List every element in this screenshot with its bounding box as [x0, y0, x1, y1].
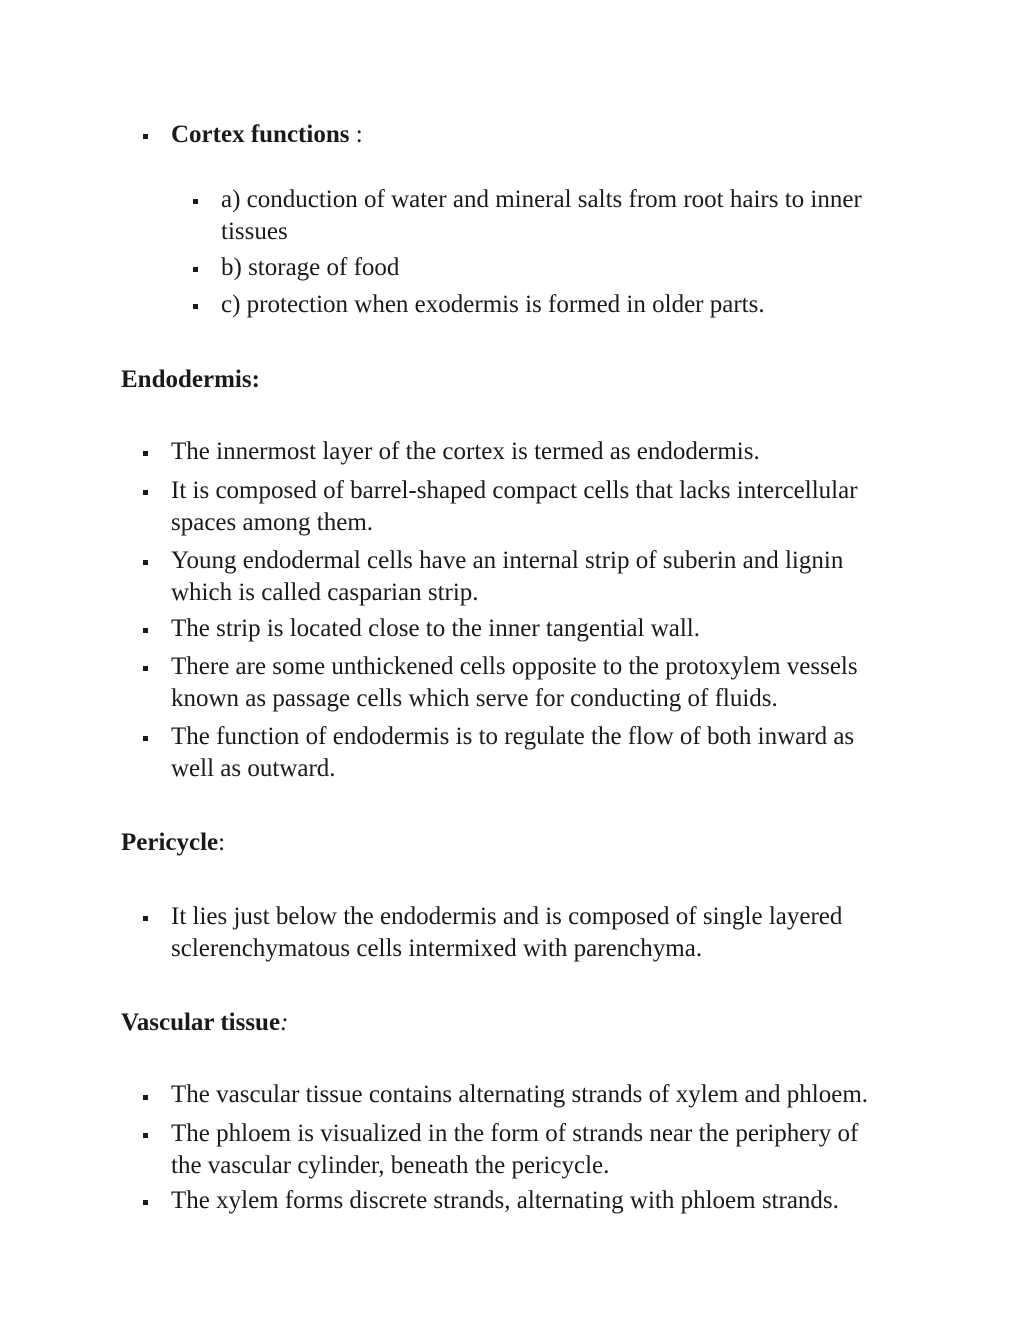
- list-item-line: spaces among them.: [171, 509, 374, 536]
- list-item: [171, 545, 843, 609]
- bullet-marker: [143, 916, 148, 921]
- bullet-marker: [143, 490, 148, 495]
- list-item-line: The vascular tissue contains alternating strands of xylem and phloem.: [171, 1081, 869, 1108]
- list-item-line: The strip is located close to the inner tangential wall.: [171, 615, 701, 642]
- list-item-line: b) storage of food: [221, 254, 400, 281]
- list-item-line: c) protection when exodermis is formed in older parts.: [221, 291, 765, 318]
- cortex-title-text: Cortex functions: [171, 121, 350, 148]
- section-heading-pericycle: [121, 827, 225, 859]
- list-item-line: It lies just below the endodermis and is composed of single layered: [171, 903, 843, 930]
- list-item-line: a) conduction of water and mineral salts from root hairs to inner: [221, 186, 862, 213]
- list-item: [171, 901, 842, 965]
- list-item: [221, 252, 399, 284]
- bullet-marker: [193, 304, 198, 309]
- list-item-line: Young endodermal cells have an internal strip of suberin and lignin: [171, 547, 844, 574]
- bullet-marker: [143, 628, 148, 633]
- list-item: [171, 613, 700, 645]
- list-item-line: tissues: [221, 218, 288, 245]
- vascular-heading-colon: :: [280, 1009, 289, 1036]
- list-item-line: well as outward.: [171, 755, 336, 782]
- list-item: [221, 184, 862, 248]
- bullet-marker: [193, 267, 198, 272]
- list-item: [171, 1079, 868, 1111]
- pericycle-heading-colon: :: [218, 829, 226, 856]
- list-item: [171, 436, 760, 468]
- list-item-line: the vascular cylinder, beneath the pericycle.: [171, 1152, 610, 1179]
- list-item-line: The innermost layer of the cortex is termed as endodermis.: [171, 438, 760, 465]
- bullet-marker: [143, 666, 148, 671]
- bullet-marker: [143, 1200, 148, 1205]
- list-item: [171, 721, 854, 785]
- bullet-marker: [143, 1095, 148, 1100]
- bullet-marker: [143, 134, 148, 139]
- list-item: [171, 651, 858, 715]
- list-item: [221, 289, 765, 321]
- bullet-marker: [143, 1133, 148, 1138]
- list-item: [171, 1118, 858, 1182]
- bullet-marker: [143, 736, 148, 741]
- section-heading-vascular-tissue: [121, 1007, 288, 1039]
- bullet-marker: [143, 560, 148, 565]
- bullet-marker: [143, 451, 148, 456]
- list-item-line: known as passage cells which serve for conducting of fluids.: [171, 685, 778, 712]
- list-item-line: The function of endodermis is to regulate the flow of both inward as: [171, 723, 855, 750]
- list-item: [171, 475, 858, 539]
- section-heading-endodermis: Endodermis:: [121, 366, 260, 393]
- cortex-functions-title: [171, 119, 363, 151]
- cortex-title-colon: :: [349, 121, 363, 148]
- list-item-line: sclerenchymatous cells intermixed with parenchyma.: [171, 935, 703, 962]
- list-item: [171, 1185, 839, 1217]
- bullet-marker: [193, 199, 198, 204]
- list-item-line: It is composed of barrel-shaped compact cells that lacks intercellular: [171, 477, 858, 504]
- list-item-line: The xylem forms discrete strands, alternating with phloem strands.: [171, 1187, 839, 1214]
- pericycle-heading-text: Pericycle: [121, 829, 219, 856]
- list-item-line: There are some unthickened cells opposite to the protoxylem vessels: [171, 653, 858, 680]
- list-item-line: which is called casparian strip.: [171, 579, 479, 606]
- list-item-line: The phloem is visualized in the form of strands near the periphery of: [171, 1120, 859, 1147]
- vascular-heading-text: Vascular tissue: [121, 1009, 281, 1036]
